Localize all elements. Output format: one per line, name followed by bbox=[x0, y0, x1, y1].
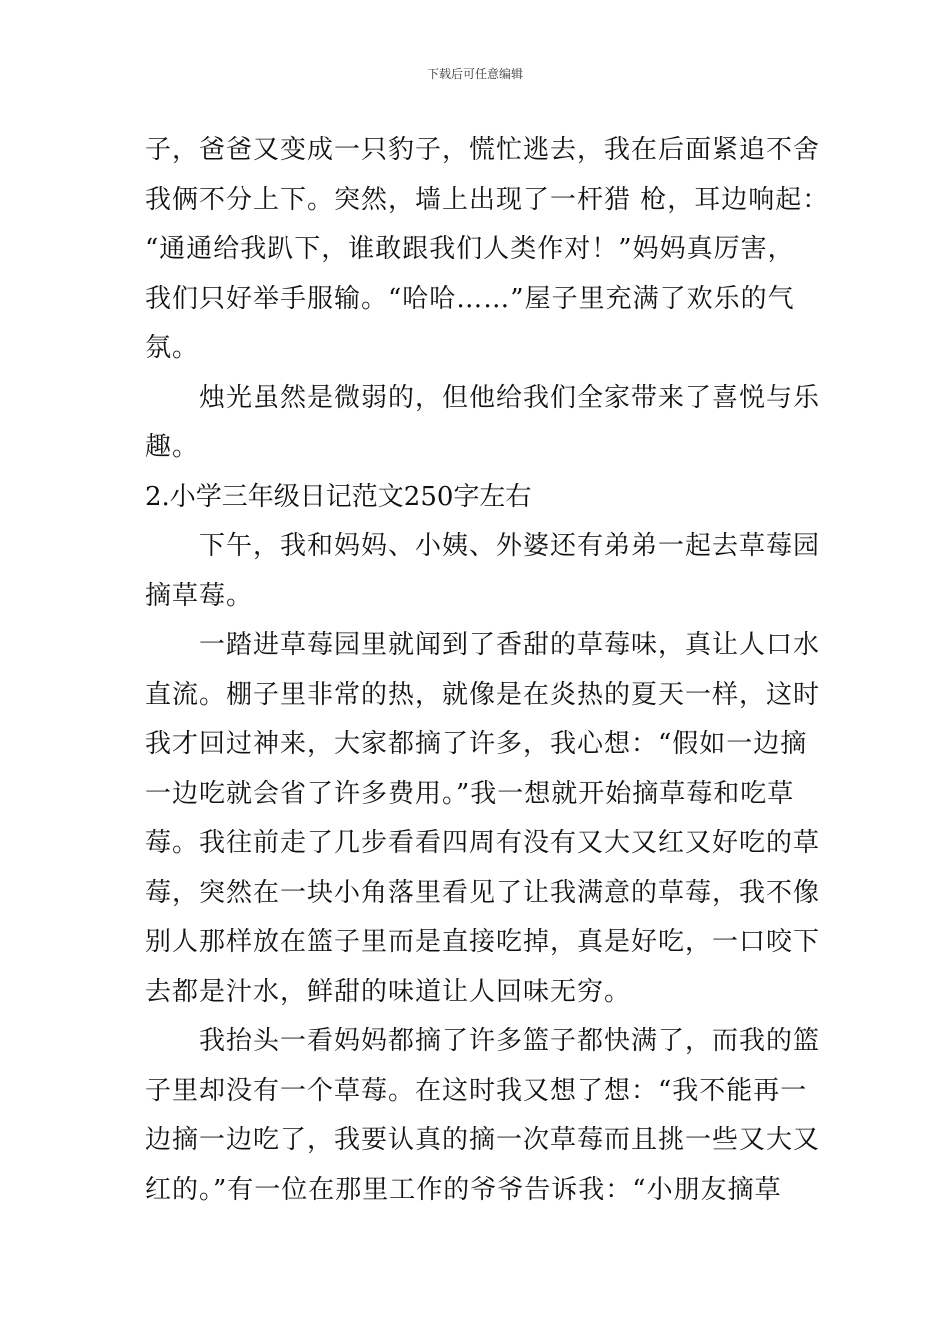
page-header: 下载后可任意编辑 bbox=[426, 67, 523, 81]
text-line: “通通给我趴下，谁敢跟我们人类作对！”妈妈真厉害， bbox=[145, 234, 795, 264]
section-heading: 2.小学三年级日记范文250字左右 bbox=[145, 481, 532, 512]
paragraph-start-line: 烛光虽然是微弱的，但他给我们全家带来了喜悦与乐 bbox=[199, 382, 821, 413]
paragraph-start-line: 下午，我和妈妈、小姨、外婆还有弟弟一起去草莓园 bbox=[199, 531, 821, 561]
text-line: 摘草莓。 bbox=[145, 580, 254, 611]
text-line: 别人那样放在篮子里而是直接吃掉，真是好吃，一口咬下 bbox=[145, 927, 821, 957]
text-line: 氛。 bbox=[145, 333, 200, 363]
text-line: 子，爸爸又变成一只豹子，慌忙逃去，我在后面紧追不舍 bbox=[145, 135, 821, 165]
text-line: 子里却没有一个草莓。在这时我又想了想：“我不能再一 bbox=[145, 1075, 808, 1106]
text-line: 红的。”有一位在那里工作的爷爷告诉我：“小朋友摘草 bbox=[145, 1174, 782, 1205]
paragraph-start-line: 我抬头一看妈妈都摘了许多篮子都快满了，而我的篮 bbox=[199, 1026, 821, 1056]
text-line: 去都是汁水，鲜甜的味道让人回味无穷。 bbox=[145, 976, 632, 1007]
text-line: 莓。我往前走了几步看看四周有没有又大又红又好吃的草 bbox=[145, 828, 821, 858]
text-line: 一边吃就会省了许多费用。”我一想就开始摘草莓和吃草 bbox=[145, 778, 795, 809]
text-line: 边摘一边吃了，我要认真的摘一次草莓而且挑一些又大又 bbox=[145, 1125, 821, 1155]
text-line: 直流。棚子里非常的热，就像是在炎热的夏天一样，这时 bbox=[145, 679, 821, 710]
text-line: 我俩不分上下。突然，墙上出现了一杆猎 枪，耳边响起： bbox=[145, 184, 830, 215]
text-line: 莓，突然在一块小角落里看见了让我满意的草莓，我不像 bbox=[145, 877, 821, 908]
text-line: 趣。 bbox=[145, 432, 200, 462]
text-line: 我们只好举手服输。“哈哈……”屋子里充满了欢乐的气 bbox=[145, 283, 795, 314]
paragraph-start-line: 一踏进草莓园里就闻到了香甜的草莓味，真让人口水 bbox=[199, 630, 821, 660]
text-line: 我才回过神来，大家都摘了许多，我心想：“假如一边摘 bbox=[145, 729, 808, 759]
document-body bbox=[145, 126, 830, 1215]
